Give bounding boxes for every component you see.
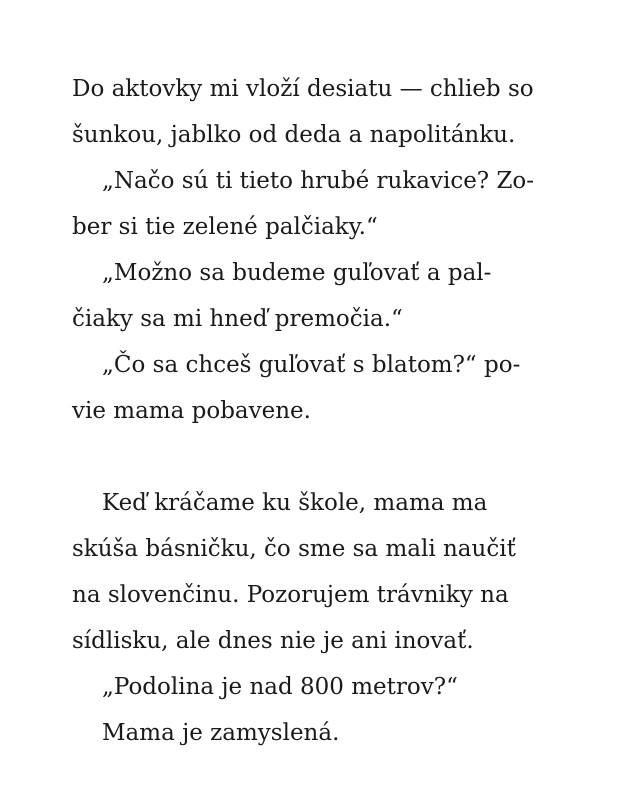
text-line: Keď kráčame ku škole, mama ma [102,490,488,516]
text-line: Do aktovky mi vloží desiatu — chlieb so [72,76,534,102]
text-line: skúša básničku, čo sme sa mali naučiť [72,536,516,562]
text-line: šunkou, jablko od deda a napolitánku. [72,122,516,148]
text-line: Mama je zamyslená. [102,720,340,746]
text-line: „Čo sa chceš guľovať s blatom?“ po- [102,352,521,378]
paragraph-5 [72,480,592,664]
paragraph-3 [72,250,592,342]
text-line: ber si tie zelené palčiaky.“ [72,214,378,240]
text-line: čiaky sa mi hneď premočia.“ [72,306,403,332]
section-break [72,434,592,480]
paragraph-7 [72,710,592,756]
paragraph-6 [72,664,592,710]
paragraph-4 [72,342,592,434]
text-line: „Možno sa budeme guľovať a pal- [102,260,492,286]
paragraph-1 [72,66,592,158]
text-line: na slovenčinu. Pozorujem trávniky na [72,582,509,608]
text-line: vie mama pobavene. [72,398,311,424]
text-line: „Načo sú ti tieto hrubé rukavice? Zo- [102,168,535,194]
paragraph-2 [72,158,592,250]
book-page [72,66,592,756]
text-line: „Podolina je nad 800 metrov?“ [102,674,458,700]
text-line: sídlisku, ale dnes nie je ani inovať. [72,628,474,654]
